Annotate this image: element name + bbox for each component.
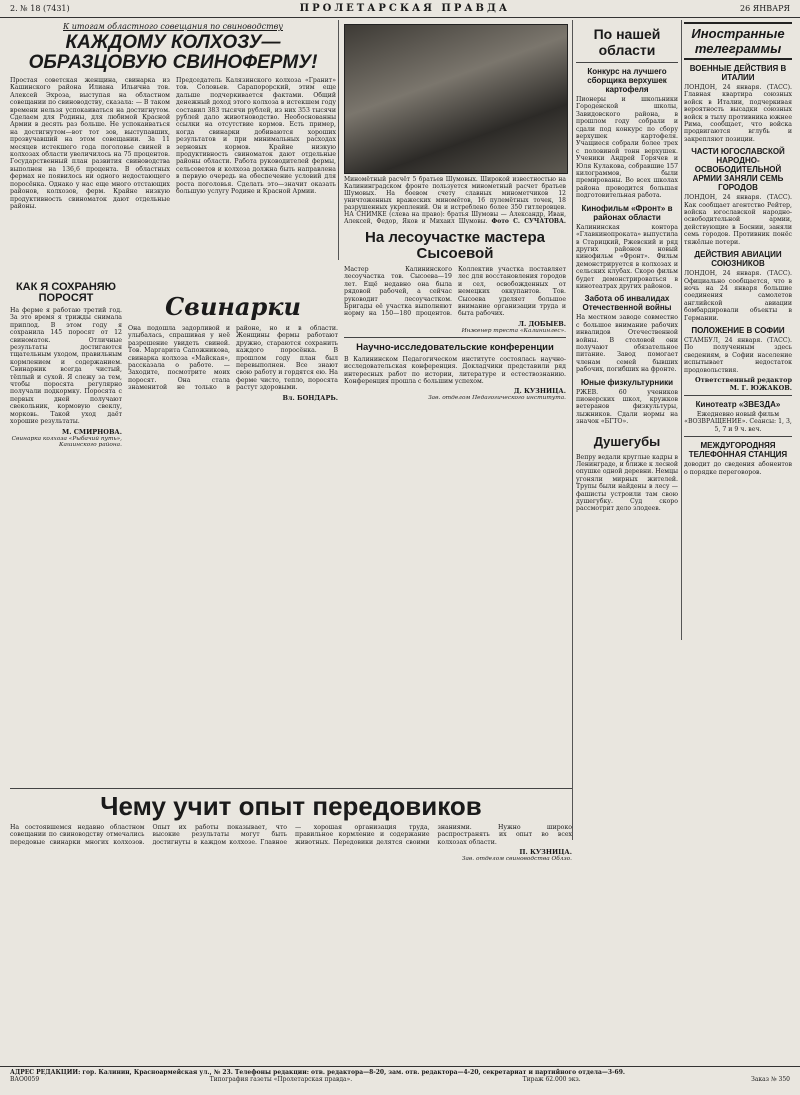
lead-text-right: Председатель Калязинского колхоза «Гранит» тов. Соловьев. Сарапорорский, этим еще дальше подчеркивается фактами. Общий денежный доход этого колхоза в истекшем году составил 383 тысячи рублей, из них 353 тысячи рублей дало животноводство. Необоснованны ссылки на отсутствие кормов. Есть пример, когда свинарки добиваются хороших результатов и при минимальных расходах зерновых кормов. Крайне низкую продуктивность свиноматок дают отдельные районы области. Работа руководителей фермы, сельсоветов и колхоза должна быть направлена в первую очередь на обеспечение условий для роста поголовья. Сделать это—значит оказать большую услугу Родине и Красной Армии. <box>176 77 336 196</box>
experience-text: На состоявшемся недавно областном совещании по свиноводству отмечались передовые свинарки многих колхозов. Опыт их работы показывает, что высокие результаты могут быть достигнуты в каждом колхозе. Главное — хорошая организация труда, правильное кормление и содержание животных. Передовики делятся своими знаниями. Нужно широко распространять их опыт во всех колхозах области. <box>10 824 572 846</box>
lead-kicker: К итогам областного совещания по свиноводству <box>63 22 283 31</box>
telegrams-column <box>684 22 792 1062</box>
editor-sign: Ответственный редактор М. Г. ЮЖАКОВ. <box>695 375 792 392</box>
theatre-text: Ежедневно новый фильм «ВОЗВРАЩЕНИЕ». Сеансы: 1, 3, 5, 7 и 9 ч. веч. <box>684 410 792 433</box>
divider <box>684 395 792 396</box>
oblast-news-header: По нашей области <box>593 26 661 58</box>
oblast-item-text: На местном заводе совместно с большое внимание рабочих инвалидов Отечественной войны. В столовой они получают обязательное питание. Завод помогает членам семей бывших рабочих, погибших на фронте. <box>576 314 678 374</box>
oblast-item-title-large: Душегубы <box>593 433 661 449</box>
war-photo <box>344 24 568 174</box>
lumber-text: Мастер Калининского лесоучастка тов. Сысоева—19 лет. Ещё недавно она была рядовой рабочей, а сейчас руководит лесоучастком. Бригады её участка выполняют норму на 150—180 процентов. Коллектив участка поставляет лес для восстановления городов и сел, освобожденных от немецких оккупантов. Тов. Сысоева уделяет большое внимание организации труда и быта рабочих. <box>344 266 566 318</box>
oblast-news-column <box>576 22 678 1062</box>
classified-text: доводит до сведения абонентов о порядке переговоров. <box>684 461 792 476</box>
pigs-sign: М. СМИРНОВА. <box>62 427 122 436</box>
photo-credit: Фото С. СУЧАТОВА. <box>491 218 566 224</box>
telegram-text: СТАМБУЛ, 24 января. (ТАСС). По полученным здесь сведениям, в Софии население испытывает недостаток продовольствия. <box>684 336 792 374</box>
lumber-article <box>344 226 566 646</box>
masthead <box>0 0 800 18</box>
lead-article <box>10 22 336 272</box>
lead-text-left: Простая советская женщина, свинарка из Кашинского района Илиана Ильична тов. Алексей Эхроза, выступая на областном совещании по свиноводству, сказала: — В таком времени нельзя успокаиваться на достигнутом. Сделаем для Родины, для любимой Красной Армии в десять раз больше. Не успокаиваться на достигнутом—вот тот зов, выступавших, прозвучавший на этом совещании. За 11 месяцев истекшего года поголовье свиней в колхозах области увеличилось на 75 процентов. Государственный план развития свиноводства выполнен на 136,6 процента. В областных фермах не появилось ни одного недостающего поросёнка. Однако у нас еще много отстающих районов, колхозов, ферм. Крайне низкую продуктивность свиноматок дают отдельные районы. <box>10 77 170 210</box>
conference-title: Научно-исследовательские конференции <box>356 341 554 353</box>
oblast-item-text: Вепру ведали круглые кадры в Ленинграде, и ближе к лесной опушке одной деревни. Немцы угоняли мирных жителей. Трупы были найдены в лесу — фашисты устроили там свою душегубку. Суд скоро рассмотрит дело злодеев. <box>576 453 678 513</box>
lead-title: КАЖДОМУ КОЛХОЗУ—ОБРАЗЦОВУЮ СВИНОФЕРМУ! <box>28 32 318 73</box>
order-number: Заказ № 350 <box>751 1076 790 1083</box>
paper-name: ПРОЛЕТАРСКАЯ ПРАВДА <box>299 3 510 14</box>
experience-article <box>10 788 572 1062</box>
oblast-item-title: Конкурс на лучшего сборщика верхушек картофеля <box>587 67 667 94</box>
telegram-text: ЛОНДОН, 24 января. (ТАСС). Как сообщает агентство Рейтер, войска югославской народно-освободительной армии, действующие в Боснии, заняли семь городов. Противник понёс тяжёлые потери. <box>684 194 792 246</box>
telegram-title: ПОЛОЖЕНИЕ В СОФИИ <box>691 325 785 335</box>
oblast-item-text: РЖЕВ. 60 учеников пионерских школ, кружков ветеранов физкультуры, лыжников. Сдали нормы на значок «БГТО». <box>576 388 678 426</box>
svinarki-sign: Вл. БОНДАРЬ. <box>282 393 338 402</box>
telegram-title: ДЕЙСТВИЯ АВИАЦИИ СОЮЗНИКОВ <box>694 250 782 269</box>
column-rule <box>572 20 573 840</box>
column-rule <box>681 20 682 640</box>
lumber-sign: Л. ДОБЫЕВ. <box>518 319 566 328</box>
conference-sign: Д. КУЗНИЦА. <box>513 387 566 396</box>
lumber-sign-sub: Инженер треста «Калининлес». <box>461 327 566 334</box>
svinarki-text: Она подошла задорливой и улыбалась, спрашивая у неё разрешение увидеть свиней. Тов. Маргарита Сапожникова, свинарка колхоза «Майская», рассказала о работе. — Заходите, посмотрите моих поросят. Она стала знаменитой не только в районе, но и в области. Женщины фермы работают дружно, стараются сохранить каждого поросёнка. В прошлом году план был перевыполнен. Все знают свою работу и гордятся ею. На ферме чисто, тепло, поросята растут здоровыми. <box>128 325 338 392</box>
classified-title: МЕЖДУГОРОДНЯЯ ТЕЛЕФОННАЯ СТАНЦИЯ <box>688 441 788 460</box>
pigs-sign-sub: Свинарка колхоза «Рыбачий путь», Кашинского района. <box>11 435 122 448</box>
printer-name: Типография газеты «Пролетарская правда». <box>209 1076 353 1083</box>
conference-text: В Калининском Педагогическом институте состоялась научно-исследовательская конференция. Докладчики представили ряд интересных работ по истории, литературе и естествознанию. Конференция прошла с большим успехом. <box>344 355 566 386</box>
footer <box>0 1066 800 1095</box>
column-rule <box>338 20 339 260</box>
experience-title: Чему учит опыт передовиков <box>100 791 482 821</box>
issue-number: 2. № 18 (7431) <box>10 4 70 13</box>
oblast-item-text: Пионеры и школьники Городенской школы, Завидовского района, в прошлом году собрали и сдали под конкурс по сбору верхушек картофеля. Учащиеся собрали более трех с половиной тонн верхушек. Ученики Андрей Горячев и Юля Кулакова, собравшие 157 килограммов, были премированы. Во всех школах района проводится большая подготовительная работа. <box>576 96 678 200</box>
svinarki-article <box>128 290 338 780</box>
telegram-text: ЛОНДОН, 24 января. (ТАСС). Главная квартира союзных войск в Италии, подчеркивая вероятность высадки союзных войск в тылу противника южнее Рима, сообщает, что войска продвигаются вглубь и закрепляют позиции. <box>684 84 792 143</box>
experience-sign: П. КУЗНИЦА. <box>519 848 572 857</box>
oblast-item-title: Кинофильм «Фронт» в районах области <box>581 203 673 222</box>
lumber-title: На лесоучастке мастера Сысоевой <box>365 229 545 262</box>
pigs-title: КАК Я СОХРАНЯЮ ПОРОСЯТ <box>15 281 117 304</box>
conference-sign-sub: Зав. отделом Педагогического института. <box>428 395 566 402</box>
oblast-item-title: Забота об инвалидах Отечественной войны <box>582 294 672 313</box>
telegram-title: ВОЕННЫЕ ДЕЙСТВИЯ В ИТАЛИИ <box>689 64 787 82</box>
oblast-item-text: Калининская контора «Главкинопроката» выпустила в Старицкий, Ржевский и ряд других районов новый кинофильм «Фронт». Фильм демонстрируется в колхозах и сельских клубах. Скоро фильм будет демонстрироваться в кинотеатрах других районов. <box>576 223 678 290</box>
pigs-text: На ферме я работаю третий год. За это время я трижды снимала приплод. В этом году я сохранила 145 поросят от 12 свиноматок. Отличные результаты достигаются тщательным уходом, правильным кормлением и содержанием. Свинарник всегда чистый, тёплый и сухой. Я слежу за тем, чтобы поросята регулярно получали подкормку. Поросята с первых дней получают свекольник, кормовую свеклу, морковь. Такой уход даёт хорошие результаты. <box>10 307 122 426</box>
oblast-item-title: Юные физкультурники <box>580 377 674 387</box>
issue-date: 26 ЯНВАРЯ <box>740 4 790 13</box>
theatre-title: Кинотеатр «ЗВЕЗДА» <box>695 399 781 409</box>
telegrams-header: Иностранные телеграммы <box>684 22 792 60</box>
circulation: Тираж 62.000 экз. <box>522 1076 581 1083</box>
divider <box>684 436 792 437</box>
photo-caption-text: Миномётный расчёт 5 братьев Шумовых. Широкой известностью на Калининградском фронте пользуется минометный расчет братьев Шумовых. На боевом счету славных минометчиков 12 уничтоженных вражеских миномётов, 16 пулемётных точек, 18 разрушенных укреплений. Он и истреблено более 350 гитлеровцев. НА СНИМКЕ (слева на право): братья Шумовы — Александр, Иван, Алексей, Федор, Яков и Михаил Шумовы. <box>344 176 566 224</box>
divider <box>576 62 678 63</box>
page-code: ВАО0059 <box>10 1076 40 1083</box>
divider <box>344 337 566 338</box>
svinarki-title: Свинарки <box>165 292 301 321</box>
pigs-article <box>10 278 122 778</box>
photo-caption <box>344 176 566 224</box>
editorial-address: АДРЕС РЕДАКЦИИ: гор. Калинин, Красноармейская ул., № 23. Телефоны редакции: отв. редактора—8-20, зам. отв. редактора—4-20, секретариат и партийного отдела—3-69. <box>10 1069 625 1076</box>
experience-sign-sub: Зав. отделом свиноводства Облзо. <box>461 856 572 863</box>
telegram-text: ЛОНДОН, 24 января. (ТАСС). Официально сообщается, что в ночь на 24 января большие соединения самолетов английской авиации бомбардировали объекты в Германии. <box>684 270 792 322</box>
telegram-title: ЧАСТИ ЮГОСЛАВСКОЙ НАРОДНО-ОСВОБОДИТЕЛЬНОЙ АРМИИ ЗАНЯЛИ СЕМЬ ГОРОДОВ <box>691 147 785 193</box>
